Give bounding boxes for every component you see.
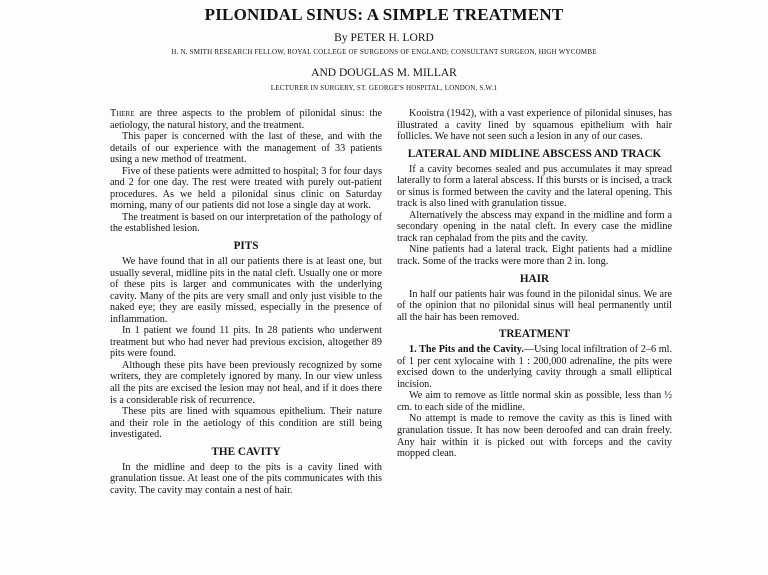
paragraph: We have found that in all our patients there is at least one, but usually several, midline pits in the natal cleft. Usually one or more of these pits is larger and communicates with the underlying cavity. Many of the pits are very small and only just visible to the naked eye; they are easily missed, especially in the presence of inflammation. xyxy=(110,256,382,325)
section-heading-treatment: TREATMENT xyxy=(498,328,571,341)
author-line-1: By PETER H. LORD xyxy=(334,32,434,44)
left-column xyxy=(110,108,382,496)
paragraph: In half our patients hair was found in the pilonidal sinus. We are of the opinion that no pilonidal sinus will heal permanently until all the hair has been removed. xyxy=(397,288,672,323)
right-column xyxy=(397,108,672,460)
paragraph: No attempt is made to remove the cavity as this is lined with granulation tissue. It has now been deroofed and can drain freely. Any hair within it is picked out with forceps and the cavity mopped clean. xyxy=(397,413,672,460)
paragraph: These pits are lined with squamous epithelium. Their nature and their role in the aetiology of this condition are still being investigated. xyxy=(110,406,382,441)
paragraph: The treatment is based on our interpretation of the pathology of the established lesion. xyxy=(110,211,382,235)
paragraph: Although these pits have been previously recognized by some writers, they are completely ignored by many. In our view unless all the pits are excised the lesion may not heal, and if it does there is a considerable risk of recurrence. xyxy=(110,359,382,406)
paragraph xyxy=(110,108,382,131)
paragraph: This paper is concerned with the last of these, and with the details of our experience with the management of 33 patients using a new method of treatment. xyxy=(110,131,382,166)
section-heading-hair: HAIR xyxy=(519,272,550,285)
section-heading-pits: PITS xyxy=(233,240,259,253)
section-heading-lateral-abscess: LATERAL AND MIDLINE ABSCESS AND TRACK xyxy=(407,147,662,160)
paragraph: In 1 patient we found 11 pits. In 28 patients who underwent treatment but who had never had previous excision, altogether 89 pits were found. xyxy=(110,325,382,360)
subsection-lead: 1. The Pits and the Cavity. xyxy=(409,344,524,356)
article-title: PILONIDAL SINUS: A SIMPLE TREATMENT xyxy=(204,5,564,24)
paragraph: Five of these patients were admitted to hospital; 3 for four days and 2 for one day. The rest were treated with purely out-patient procedures. As we held a pilonidal sinus clinic on Saturday morning, many of our patients did not lose a single day at work. xyxy=(110,165,382,212)
first-word: There xyxy=(110,108,135,119)
section-heading-cavity: THE CAVITY xyxy=(211,445,281,458)
paragraph xyxy=(397,344,672,390)
paragraph: Nine patients had a lateral track. Eight patients had a midline track. Some of the tracks were more than 2 in. long. xyxy=(397,244,672,268)
paragraph: Kooistra (1942), with a vast experience of pilonidal sinuses, has illustrated a cavity lined by squamous epithelium with hair follicles. We have not seen such a lesion in any of our cases. xyxy=(397,108,672,143)
affiliation-line-1: H. N. SMITH RESEARCH FELLOW, ROYAL COLLEGE OF SURGEONS OF ENGLAND; CONSULTANT SURGEON, HIGH WYCOMBE xyxy=(171,48,597,56)
paragraph: If a cavity becomes sealed and pus accumulates it may spread laterally to form a lateral abscess. If this bursts or is incised, a track or sinus is formed between the cavity and the lateral opening. This track is also lined with granulation tissue. xyxy=(397,163,672,210)
affiliation-line-2: LECTURER IN SURGERY, ST. GEORGE'S HOSPITAL, LONDON, S.W.1 xyxy=(270,84,498,92)
paragraph: In the midline and deep to the pits is a cavity lined with granulation tissue. At least one of the pits communicates with this cavity. The cavity may contain a nest of hair. xyxy=(110,461,382,496)
paragraph-text: —Using local infiltration of 2–6 ml. of 1 per cent xylocaine with 1 : 200,000 adrenaline, the pits were excised down to the underlying cavity through a small elliptical incision. xyxy=(397,344,673,390)
paragraph: Alternatively the abscess may expand in the midline and form a secondary opening in the natal cleft. In every case the midline track ran cephalad from the pits and the cavity. xyxy=(397,209,672,244)
author-line-2: AND DOUGLAS M. MILLAR xyxy=(311,67,457,79)
paragraph-text: are three aspects to the problem of pilonidal sinus: the aetiology, the natural history, and the treatment. xyxy=(110,108,382,131)
paragraph: We aim to remove as little normal skin as possible, less than ½ cm. to each side of the midline. xyxy=(397,390,672,413)
